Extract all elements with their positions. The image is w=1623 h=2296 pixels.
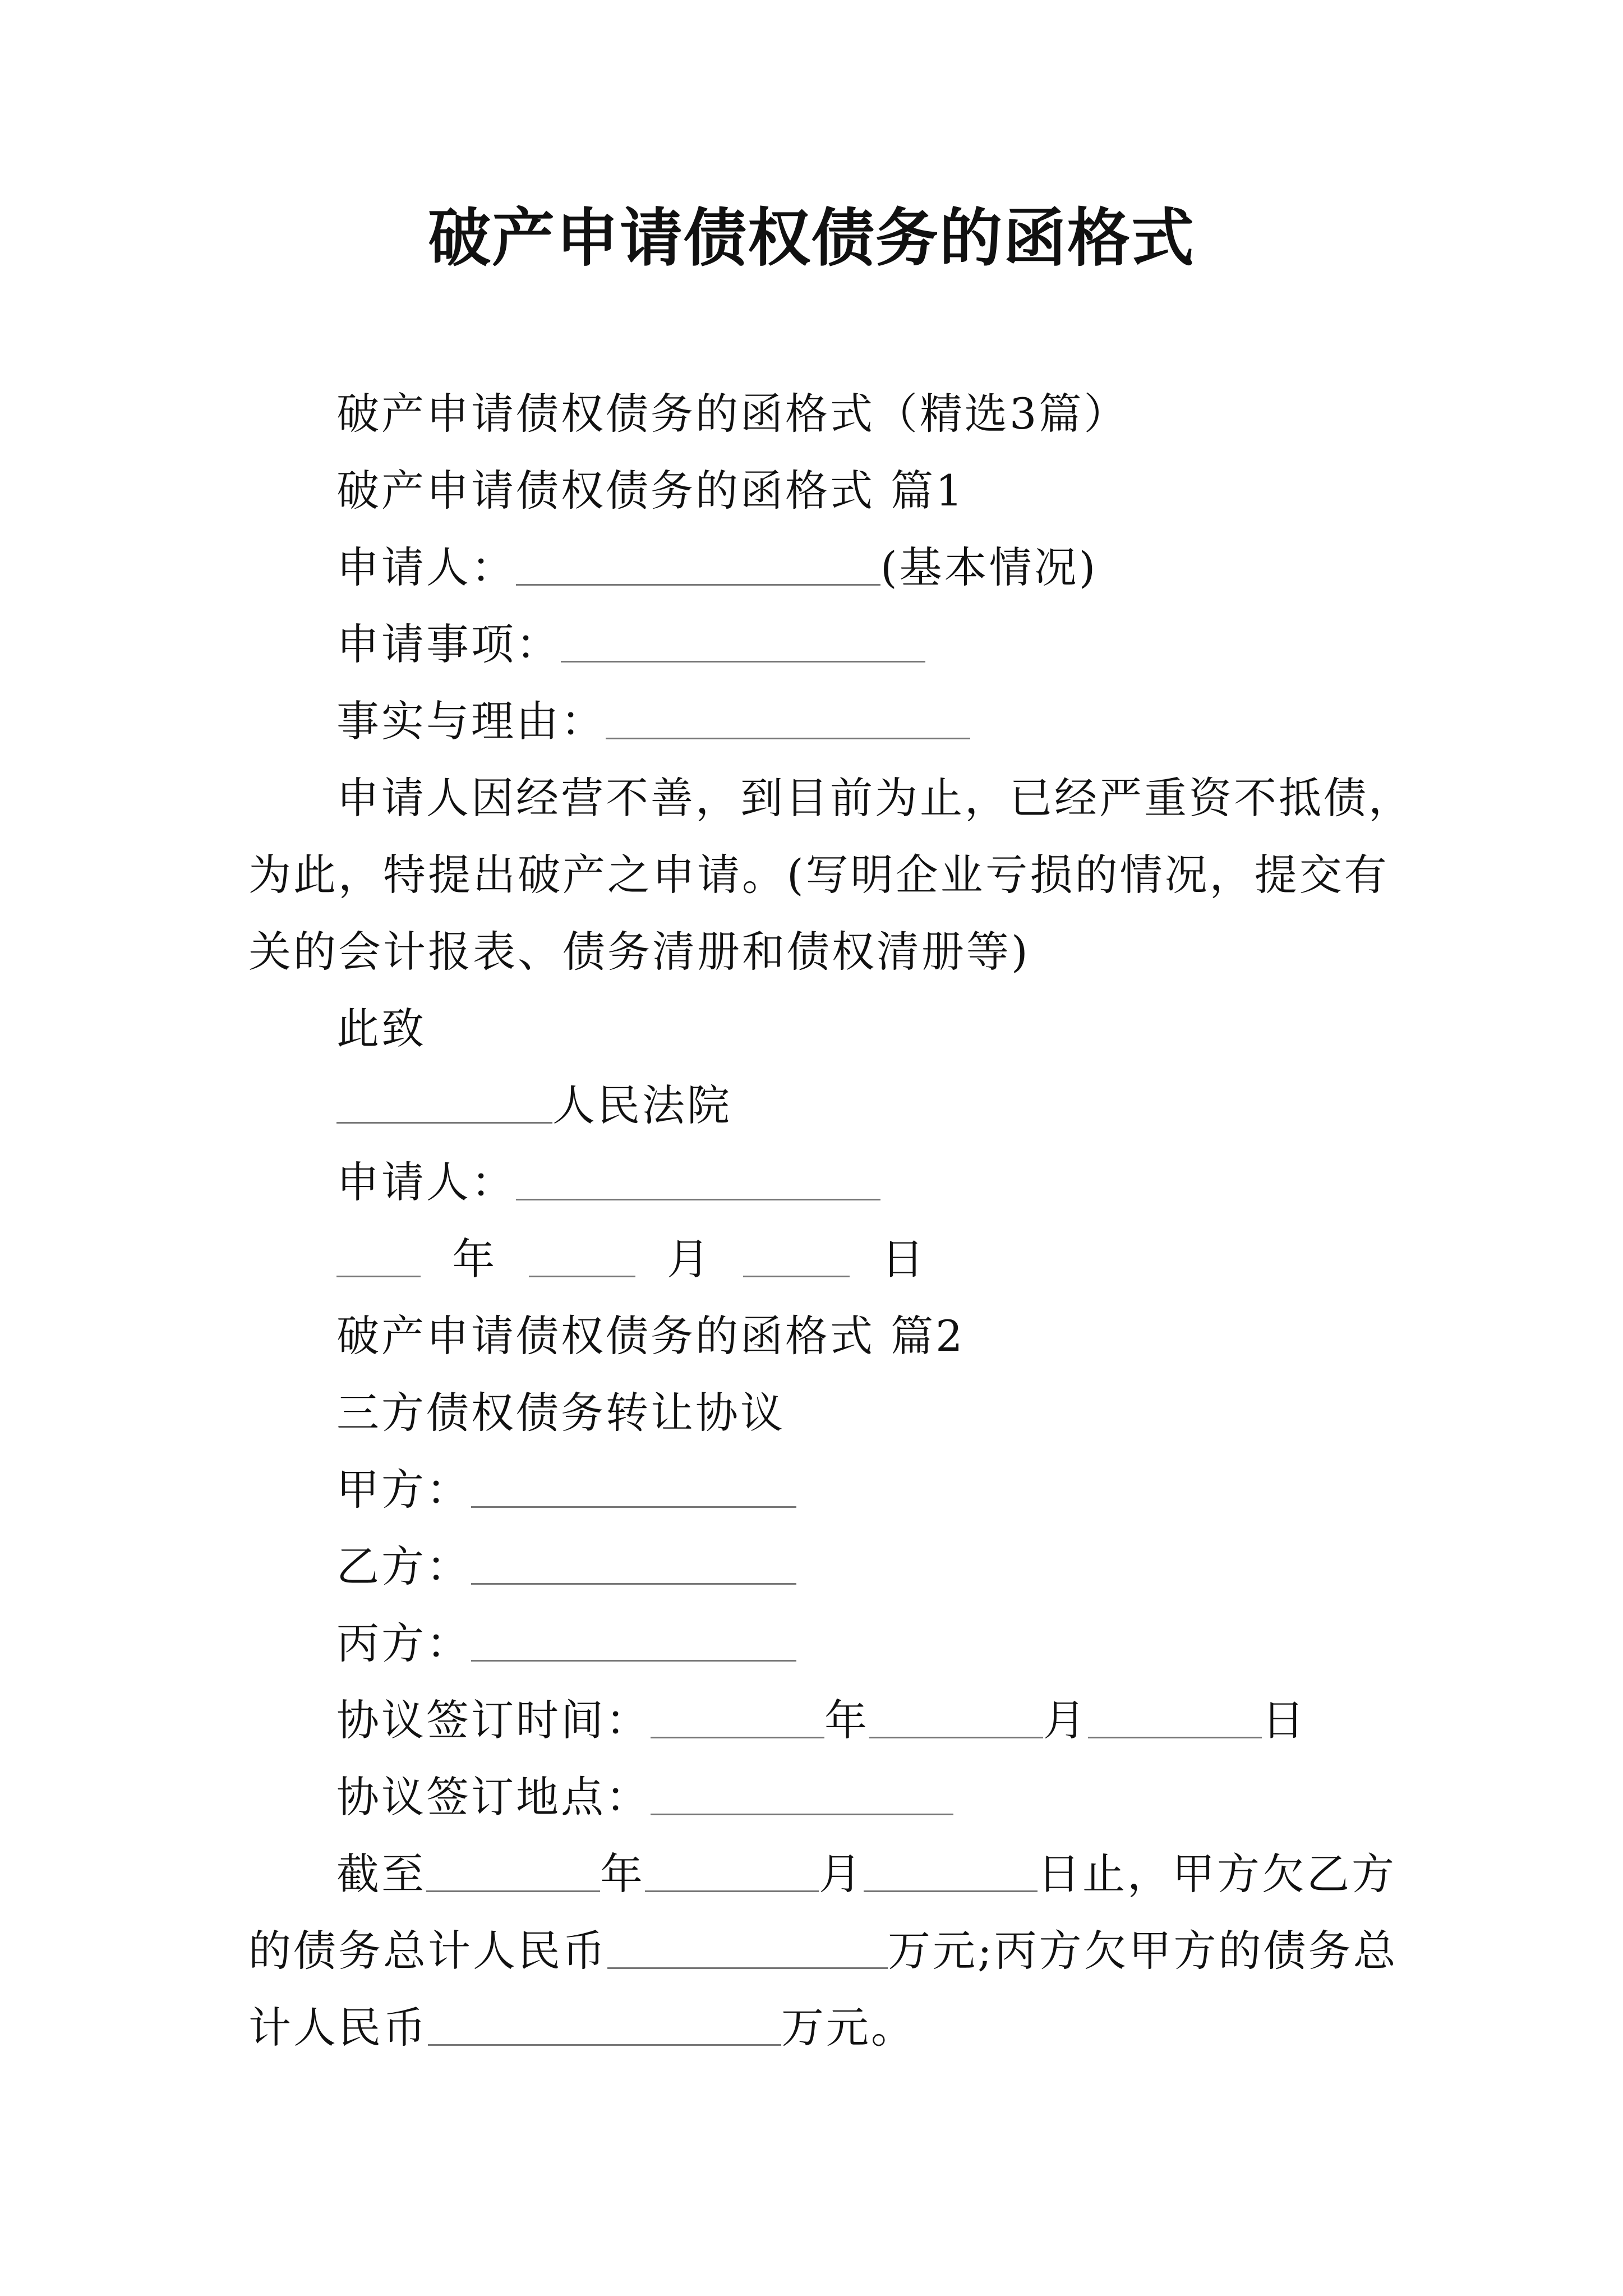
date-line — [336, 1231, 926, 1287]
clause-day-blank[interactable] — [864, 1851, 1038, 1892]
reason-label: 事实与理由： — [336, 696, 606, 746]
party-a-label: 甲方： — [336, 1465, 471, 1515]
intro-line: 破产申请债权债务的函格式（精选3篇） — [336, 389, 1129, 439]
sign-month-label: 月 — [1043, 1695, 1088, 1745]
debt-amount-1-blank[interactable] — [607, 1928, 888, 1969]
body-line-1: 申请人因经营不善，到目前为止，已经严重资不抵债， — [336, 773, 1413, 823]
matter-label: 申请事项： — [336, 619, 561, 669]
clause-month-blank[interactable] — [645, 1851, 819, 1892]
reason-blank[interactable] — [606, 698, 970, 739]
debt-amount-2-blank[interactable] — [428, 2005, 781, 2046]
sign-day-label: 日 — [1262, 1695, 1307, 1745]
court-line — [336, 1078, 732, 1134]
clause-line-3 — [248, 2000, 916, 2056]
matter-line — [336, 616, 925, 673]
sign-place-label: 协议签订地点： — [336, 1772, 651, 1822]
party-b-line — [336, 1539, 796, 1595]
sign-day-blank[interactable] — [1088, 1697, 1262, 1738]
month-label: 月 — [666, 1234, 712, 1284]
day-blank[interactable] — [743, 1236, 850, 1277]
applicant-blank[interactable] — [516, 545, 880, 586]
sign-blank[interactable] — [516, 1159, 880, 1200]
party-a-line — [336, 1462, 796, 1518]
applicant-line — [336, 540, 1098, 596]
clause-day-text: 日止，甲方欠乙方 — [1038, 1849, 1396, 1899]
sign-month-blank[interactable] — [869, 1697, 1043, 1738]
sign-year-blank[interactable] — [651, 1697, 824, 1738]
applicant-label: 申请人： — [336, 542, 516, 592]
body-line-3: 关的会计报表、债务清册和债权清册等) — [248, 927, 1030, 977]
reason-line — [336, 693, 970, 749]
clause-line2-b: 万元;丙方欠甲方的债务总 — [888, 1926, 1398, 1976]
clause-line2-a: 的债务总计人民币 — [248, 1926, 607, 1976]
party-c-label: 丙方： — [336, 1618, 471, 1668]
part2-heading: 破产申请债权债务的函格式 篇2 — [336, 1311, 965, 1361]
part2-subtitle: 三方债权债务转让协议 — [336, 1388, 785, 1438]
body-line-2: 为此，特提出破产之申请。(写明企业亏损的情况，提交有 — [248, 850, 1389, 900]
party-b-blank[interactable] — [471, 1544, 796, 1585]
salutation: 此致 — [336, 1004, 426, 1053]
year-label: 年 — [452, 1234, 497, 1284]
document-title: 破产申请债权债务的函格式 — [428, 201, 1195, 275]
party-c-blank[interactable] — [471, 1621, 796, 1662]
party-b-label: 乙方： — [336, 1542, 471, 1591]
sign-time-line — [336, 1692, 1307, 1749]
clause-line-1 — [336, 1846, 1396, 1902]
sign-line — [336, 1154, 880, 1211]
sign-time-label: 协议签订时间： — [336, 1695, 651, 1745]
year-blank[interactable] — [336, 1236, 421, 1277]
court-blank[interactable] — [336, 1083, 552, 1124]
clause-year-label: 年 — [600, 1849, 645, 1899]
month-blank[interactable] — [529, 1236, 635, 1277]
clause-month-label: 月 — [819, 1849, 864, 1899]
clause-year-blank[interactable] — [426, 1851, 600, 1892]
day-label: 日 — [881, 1234, 926, 1284]
matter-blank[interactable] — [561, 622, 925, 662]
clause-prefix: 截至 — [336, 1849, 426, 1899]
applicant-note: (基本情况) — [880, 542, 1098, 592]
clause-line-2 — [248, 1923, 1398, 1979]
part1-heading: 破产申请债权债务的函格式 篇1 — [336, 466, 965, 516]
clause-line3-b: 万元。 — [781, 2003, 916, 2053]
sign-place-line — [336, 1769, 953, 1825]
sign-year-label: 年 — [824, 1695, 869, 1745]
clause-line3-a: 计人民币 — [248, 2003, 428, 2053]
sign-label: 申请人： — [336, 1157, 516, 1207]
court-label: 人民法院 — [552, 1080, 732, 1130]
sign-place-blank[interactable] — [651, 1774, 953, 1815]
party-c-line — [336, 1616, 796, 1672]
party-a-blank[interactable] — [471, 1467, 796, 1508]
